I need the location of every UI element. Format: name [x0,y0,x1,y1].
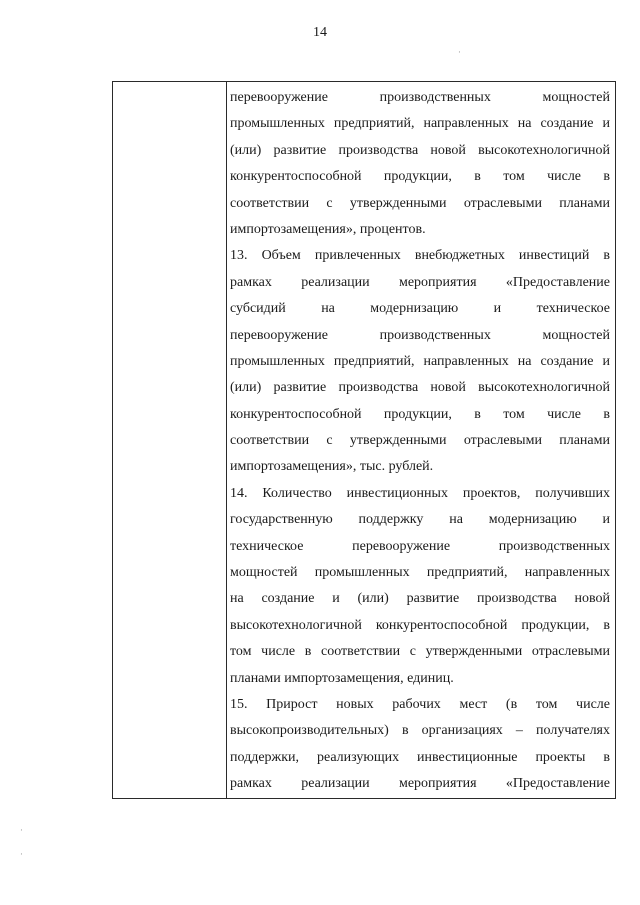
column-divider [226,82,227,798]
text-line: субсидий на модернизацию и техническое [230,301,610,317]
table-right-cell [230,85,610,798]
margin-scan-mark: · [20,826,23,836]
text-line: государственную поддержку на модернизацию и [230,512,610,528]
scan-dot-mark: · [458,48,461,58]
text-line: мощностей промышленных предприятий, направленных [230,565,610,581]
text-line: (или) развитие производства новой высокотехнологичной [230,380,610,396]
text-line: рамках реализации мероприятия «Предоставление [230,776,610,792]
text-line: поддержки, реализующих инвестиционные проекты в [230,749,610,765]
text-line: высокотехнологичной конкурентоспособной продукции, в [230,617,610,633]
table-left-cell [113,82,226,798]
text-line: промышленных предприятий, направленных на создание и [230,353,610,369]
text-line: (или) развитие производства новой высокотехнологичной [230,142,610,158]
text-line: перевооружение производственных мощностей [230,90,610,105]
text-line: 14. Количество инвестиционных проектов, получивших [230,485,610,501]
text-line: рамках реализации мероприятия «Предоставление [230,274,610,290]
text-line: том числе в соответствии с утвержденными отраслевыми [230,644,610,660]
text-line: перевооружение производственных мощностей [230,327,610,343]
margin-scan-mark: · [20,850,23,860]
text-line: на создание и (или) развитие производства новой [230,591,610,607]
text-line: 15. Прирост новых рабочих мест (в том числе [230,696,610,712]
text-line: соответствии с утвержденными отраслевыми планами [230,433,610,449]
text-line: импортозамещения», процентов. [230,221,426,237]
text-line: высокопроизводительных) в организациях – получателях [230,723,610,739]
text-line: планами импортозамещения, единиц. [230,670,454,686]
document-table [112,81,616,799]
text-line: 13. Объем привлеченных внебюджетных инвестиций в [230,248,610,264]
text-line: конкурентоспособной продукции, в том числе в [230,406,610,422]
text-line: конкурентоспособной продукции, в том числе в [230,169,610,185]
page-number: 14 [313,25,327,40]
text-line: соответствии с утвержденными отраслевыми планами [230,195,610,211]
text-line: промышленных предприятий, направленных на создание и [230,116,610,132]
text-line: техническое перевооружение производственных [230,538,610,554]
text-line: импортозамещения», тыс. рублей. [230,459,434,475]
